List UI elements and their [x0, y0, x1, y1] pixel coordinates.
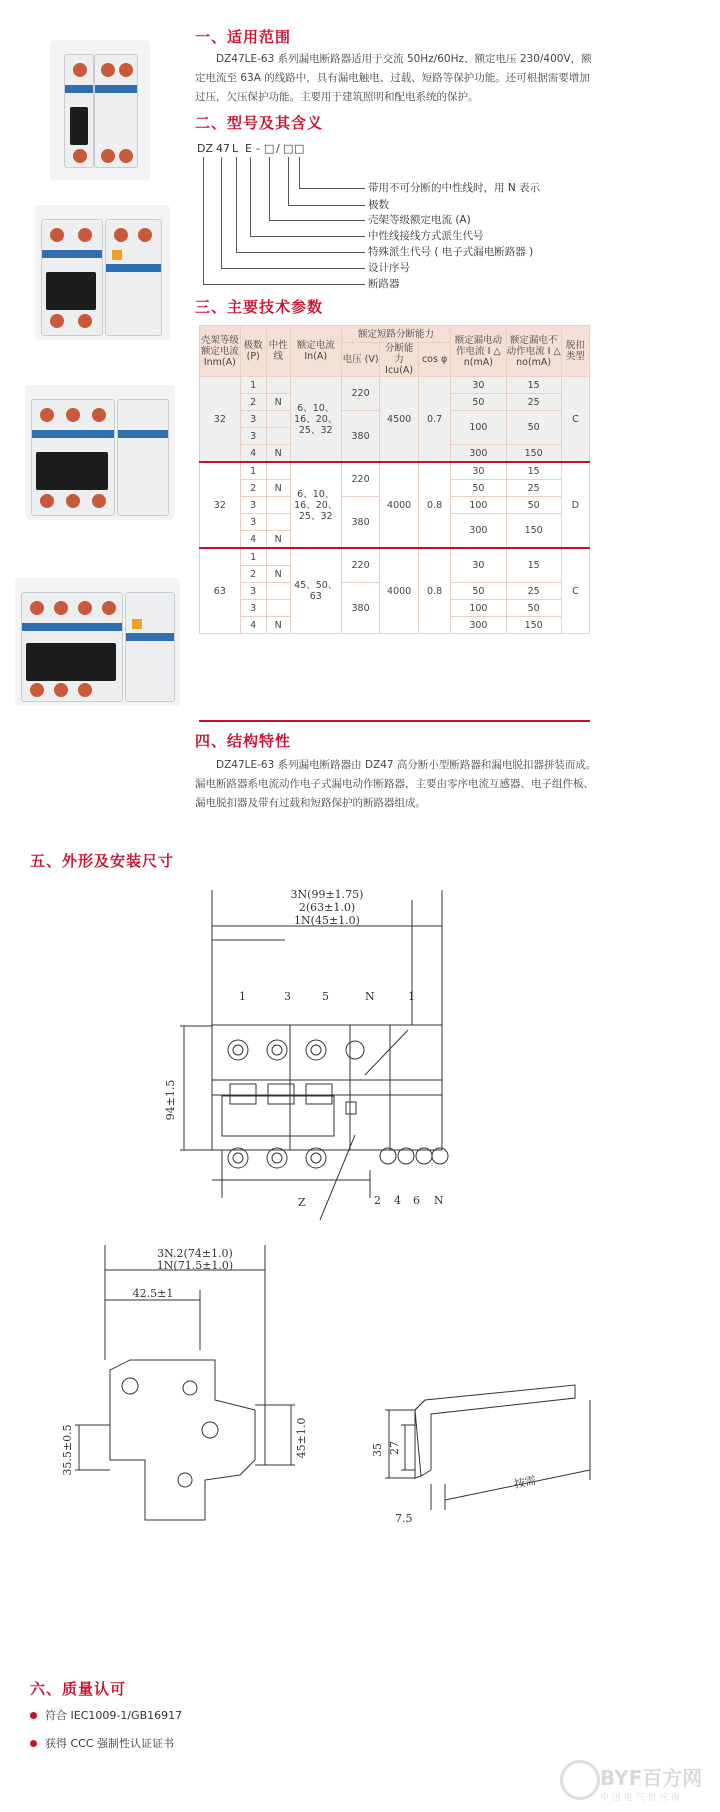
- cell-leak-no-action: 50: [506, 411, 561, 445]
- breaker-pole: [64, 54, 94, 168]
- leakage-module: [125, 592, 175, 702]
- cell-voltage: 220: [341, 548, 380, 583]
- meaning-frame-current: 壳架等级额定电流 (A): [368, 214, 471, 226]
- cell-leak-action: 50: [451, 394, 506, 411]
- breaker-poles: [41, 219, 103, 336]
- code-slash: /: [276, 142, 280, 155]
- product-photo-3p: [35, 205, 170, 340]
- terminal-label: 1: [408, 990, 415, 1003]
- cell-neutral: N: [266, 617, 290, 634]
- cell-leak-no-action: 15: [506, 462, 561, 480]
- cell-trip: C: [561, 548, 589, 634]
- cell-voltage: 380: [341, 497, 380, 549]
- cell-cos: 0.8: [418, 462, 450, 548]
- cell-leak-no-action: 150: [506, 617, 561, 634]
- cell-neutral: [266, 411, 290, 428]
- meaning-neutral-wiring: 中性线接线方式派生代号: [368, 230, 484, 242]
- cell-leak-action: 100: [451, 497, 506, 514]
- cell-neutral: [266, 377, 290, 394]
- cell-leak-action: 300: [451, 514, 506, 549]
- cell-poles: 3: [240, 583, 266, 600]
- terminal-label: N: [365, 990, 375, 1003]
- breaker-poles: [31, 399, 115, 516]
- terminal-label: N: [434, 1194, 444, 1207]
- cell-leak-no-action: 50: [506, 600, 561, 617]
- side-dim-35: 35.5±0.5: [61, 1424, 74, 1476]
- product-photo-3p-b: [25, 385, 175, 520]
- side-dim-74: 3N.2(74±1.0): [157, 1247, 233, 1260]
- cell-poles: 1: [240, 377, 266, 394]
- cell-trip: C: [561, 377, 589, 463]
- meaning-neutral: 带用不可分断的中性线时，用 N 表示: [368, 182, 541, 194]
- cell-poles: 3: [240, 497, 266, 514]
- rail-dim-75: 7.5: [395, 1512, 413, 1525]
- breaker-poles: [21, 592, 123, 702]
- th-frame: 壳架等级额定电流 Inm(A): [200, 326, 241, 377]
- code-box3: □: [294, 142, 305, 155]
- cell-poles: 1: [240, 462, 266, 480]
- cell-neutral: [266, 583, 290, 600]
- cell-leak-no-action: 150: [506, 445, 561, 463]
- table-row: [200, 377, 590, 394]
- bullet-icon: [30, 1740, 37, 1747]
- cell-poles: 3: [240, 600, 266, 617]
- cell-leak-action: 100: [451, 600, 506, 617]
- cell-leak-action: 30: [451, 462, 506, 480]
- cell-poles: 2: [240, 394, 266, 411]
- code-dz: DZ: [197, 142, 214, 155]
- cell-neutral: N: [266, 445, 290, 463]
- terminal-label: 5: [322, 990, 329, 1003]
- th-neutral: 中性线: [266, 326, 290, 377]
- section4-title: 四、结构特性: [195, 732, 292, 750]
- terminal-label: 4: [394, 1194, 401, 1207]
- cell-leak-no-action: 25: [506, 480, 561, 497]
- cell-neutral: N: [266, 480, 290, 497]
- cell-voltage: 220: [341, 377, 380, 411]
- tree-line: [203, 157, 365, 285]
- cell-leak-action: 30: [451, 377, 506, 394]
- cell-cos: 0.8: [418, 548, 450, 634]
- terminal-label: 3: [284, 990, 291, 1003]
- table-bottom-rule: [199, 720, 590, 722]
- cell-neutral: N: [266, 394, 290, 411]
- code-box1: □: [264, 142, 275, 155]
- cell-neutral: N: [266, 566, 290, 583]
- cell-rated: 6、10、16、20、25、32: [290, 377, 341, 463]
- meaning-breaker: 断路器: [368, 278, 400, 290]
- leakage-module: [105, 219, 162, 336]
- cell-icu: 4500: [380, 377, 419, 463]
- cell-neutral: [266, 514, 290, 531]
- cell-rated: 45、50、63: [290, 548, 341, 634]
- cell-frame: 63: [200, 548, 241, 634]
- cell-leak-no-action: 150: [506, 514, 561, 549]
- cell-poles: 4: [240, 531, 266, 549]
- cell-cos: 0.7: [418, 377, 450, 463]
- section1-text: DZ47LE-63 系列漏电断路器适用于交流 50Hz/60Hz、额定电压 230/400V，额定电流至 63A 的线路中，具有漏电触电、过载、短路等保护功能。还可根据需要增加过压，欠压保护功能。主要用于建筑照明和配电系统的保护。: [195, 53, 592, 103]
- cert-item-iec: 符合 IEC1009-1/GB16917: [45, 1709, 183, 1722]
- watermark-sub: 中 国 电 气 供 应 商: [600, 1793, 681, 1803]
- cell-leak-action: 300: [451, 445, 506, 463]
- cell-neutral: [266, 600, 290, 617]
- code-l: L: [232, 142, 239, 155]
- cell-leak-action: 50: [451, 480, 506, 497]
- dim-2: 2(63±1.0): [298, 901, 356, 914]
- th-cos: cos φ: [418, 343, 450, 377]
- dim-1n: 1N(45±1.0): [294, 914, 360, 927]
- terminal-label: 6: [413, 1194, 420, 1207]
- cell-leak-action: 300: [451, 617, 506, 634]
- cell-neutral: [266, 497, 290, 514]
- spec-table: [199, 325, 590, 634]
- code-e: E: [245, 142, 252, 155]
- cell-neutral: N: [266, 531, 290, 549]
- product-photo-2p: [50, 40, 150, 180]
- section6-title: 六、质量认可: [30, 1680, 127, 1698]
- z-label: Z: [298, 1196, 306, 1209]
- terminal-label: 2: [374, 1194, 381, 1207]
- cell-poles: 3: [240, 411, 266, 428]
- din-rail-drawing: [365, 1380, 605, 1540]
- cell-frame: 32: [200, 462, 241, 548]
- watermark-brand: BYF百方网: [600, 1766, 703, 1790]
- section4-text: DZ47LE-63 系列漏电断路器由 DZ47 高分断小型断路器和漏电脱扣器拼装而成。漏电断路器系电流动作电子式漏电动作断路器，主要由零序电流互感器、电子组件板、漏电脱扣器及带有过载和短路保护的断路器组成。: [195, 759, 597, 809]
- section5-title: 五、外形及安装尺寸: [30, 852, 175, 870]
- code-box2: □: [283, 142, 294, 155]
- rail-dim-27: 27: [388, 1441, 401, 1455]
- cell-poles: 4: [240, 617, 266, 634]
- cell-poles: 2: [240, 480, 266, 497]
- cell-leak-action: 50: [451, 583, 506, 600]
- cell-poles: 3: [240, 514, 266, 531]
- cell-leak-action: 30: [451, 548, 506, 583]
- watermark-logo: [560, 1760, 600, 1800]
- th-icu: 分断能力 Icu(A): [380, 343, 419, 377]
- leakage-module: [117, 399, 169, 516]
- cell-leak-no-action: 15: [506, 548, 561, 583]
- cell-leak-no-action: 15: [506, 377, 561, 394]
- th-short-circuit: 额定短路分断能力: [341, 326, 450, 343]
- side-view-drawing: [55, 1240, 345, 1560]
- bullet-icon: [30, 1712, 37, 1719]
- cell-leak-action: 100: [451, 411, 506, 445]
- cell-leak-no-action: 50: [506, 497, 561, 514]
- table-row: [200, 462, 590, 480]
- cell-neutral: [266, 428, 290, 445]
- cell-leak-no-action: 25: [506, 583, 561, 600]
- cell-rated: 6、10、16、20、25、32: [290, 462, 341, 548]
- side-dim-42: 42.5±1: [132, 1287, 174, 1300]
- section3-title: 三、主要技术参数: [195, 298, 324, 316]
- rail-length-label: 按需: [512, 1473, 538, 1491]
- table-row: [200, 548, 590, 566]
- product-photo-4p: [15, 578, 180, 706]
- dim-height: 94±1.5: [164, 1079, 177, 1121]
- terminal-label: 1: [239, 990, 246, 1003]
- code-dash: -: [256, 142, 260, 155]
- cell-poles: 1: [240, 548, 266, 566]
- cell-voltage: 380: [341, 411, 380, 463]
- meaning-design: 设计序号: [368, 262, 410, 274]
- rail-dim-35: 35: [371, 1443, 384, 1457]
- cell-neutral: [266, 548, 290, 566]
- cell-trip: D: [561, 462, 589, 548]
- meaning-special: 特殊派生代号 ( 电子式漏电断路器 ): [368, 246, 534, 258]
- th-voltage: 电压 (V): [341, 343, 380, 377]
- cert-item-ccc: 获得 CCC 强制性认证证书: [45, 1737, 175, 1750]
- th-trip: 脱扣类型: [561, 326, 589, 377]
- cell-poles: 3: [240, 428, 266, 445]
- side-dim-71: 1N(71.5±1.0): [156, 1259, 234, 1272]
- cell-leak-no-action: 25: [506, 394, 561, 411]
- cell-voltage: 220: [341, 462, 380, 497]
- front-view-drawing: [150, 880, 540, 1220]
- th-leak-action: 额定漏电动作电流 I △ n(mA): [451, 326, 506, 377]
- section2-title: 二、型号及其含义: [195, 114, 324, 132]
- cell-icu: 4000: [380, 548, 419, 634]
- code-47: 47: [216, 142, 230, 155]
- th-poles: 极数 (P): [240, 326, 266, 377]
- cell-frame: 32: [200, 377, 241, 463]
- cell-voltage: 380: [341, 583, 380, 634]
- meaning-poles: 极数: [368, 199, 389, 211]
- dim-3n: 3N(99±1.75): [290, 888, 364, 901]
- th-rated-current: 额定电流 In(A): [290, 326, 341, 377]
- cell-neutral: [266, 462, 290, 480]
- leakage-module: [94, 54, 138, 168]
- cell-poles: 2: [240, 566, 266, 583]
- section1-title: 一、适用范围: [195, 28, 292, 46]
- cell-icu: 4000: [380, 462, 419, 548]
- cell-poles: 4: [240, 445, 266, 463]
- th-leak-no-action: 额定漏电不动作电流 I △ no(mA): [506, 326, 561, 377]
- side-dim-45: 45±1.0: [295, 1417, 308, 1459]
